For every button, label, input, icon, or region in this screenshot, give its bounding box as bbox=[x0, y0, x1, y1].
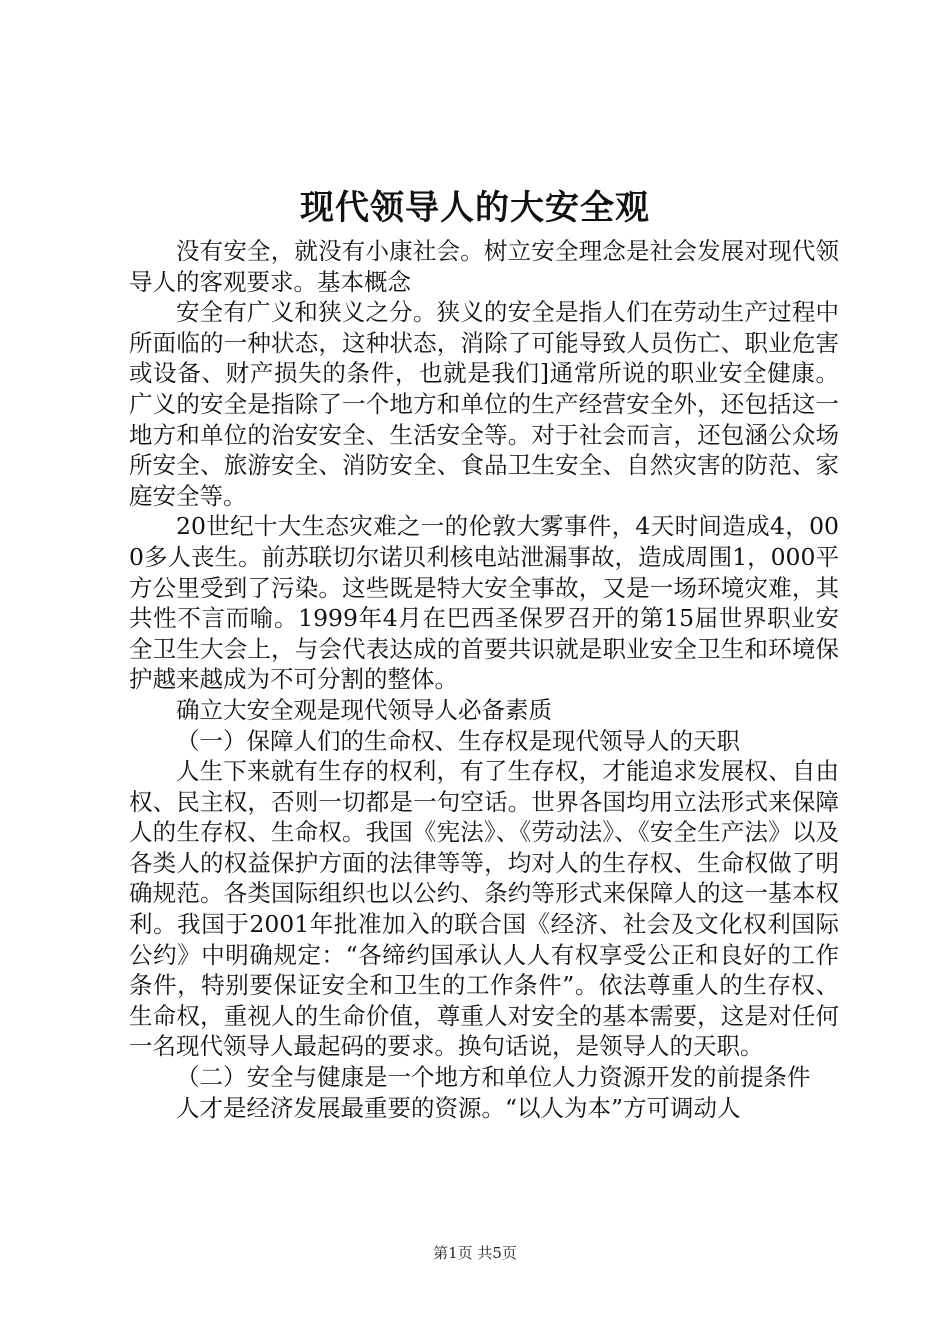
paragraph-rights: 人生下来就有生存的权利，有了生存权，才能追求发展权、自由权、民主权，否则一切都是一句空话。世界各国均用立法形式来保障人的生存权、生命权。我国《宪法》、《劳动法》、《安全生产法》以及各类人的权益保护方面的法律等等，均对人的生存权、生命权做了明确规范。各类国际组织也以公约、条约等形式来保障人的这一基本权利。我国于2001年批准加入的联合国《经济、社会及文化权利国际公约》中明确规定：“各缔约国承认人人有权享受公正和良好的工作条件，特别要保证安全和卫生的工作条件”。依法尊重人的生存权、生命权，重视人的生命价值，尊重人对安全的基本需要，这是对任何一名现代领导人最起码的要求。换句话说，是领导人的天职。 bbox=[129, 757, 839, 1061]
subsection-heading-1: （一）保障人们的生命权、生存权是现代领导人的天职 bbox=[176, 726, 740, 755]
document-title: 现代领导人的大安全观 bbox=[300, 188, 650, 228]
paragraph-definition: 安全有广义和狭义之分。狭义的安全是指人们在劳动生产过程中所面临的一种状态，这种状态，消除了可能导致人员伤亡、职业危害或设备、财产损失的条件，也就是我们]通常所说的职业安全健康。广义的安全是指除了一个地方和单位的生产经营安全外，还包括这一地方和单位的治安安全、生活安全等。对于社会而言，还包涵公众场所安全、旅游安全、消防安全、食品卫生安全、自然灾害的防范、家庭安全等。 bbox=[129, 298, 839, 510]
paragraph-examples: 20世纪十大生态灾难之一的伦敦大雾事件，4天时间造成4，000多人丧生。前苏联切尔诺贝利核电站泄漏事故，造成周围1，000平方公里受到了污染。这些既是特大安全事故，又是一场环境灾难，其共性不言而喻。1999年4月在巴西圣保罗召开的第15届世界职业安全卫生大会上，与会代表达成的首要共识就是职业安全卫生和环境保护越来越成为不可分割的整体。 bbox=[129, 512, 839, 694]
paragraph-talent: 人才是经济发展最重要的资源。“以人为本”方可调动人 bbox=[176, 1093, 741, 1122]
subsection-heading-2: （二）安全与健康是一个地方和单位人力资源开发的前提条件 bbox=[176, 1063, 811, 1092]
page-footer: 第1页 共5页 bbox=[433, 1244, 517, 1262]
section-heading: 确立大安全观是现代领导人必备素质 bbox=[176, 695, 552, 724]
document-body bbox=[129, 236, 839, 1123]
paragraph-intro: 没有安全，就没有小康社会。树立安全理念是社会发展对现代领导人的客观要求。基本概念 bbox=[129, 237, 839, 296]
